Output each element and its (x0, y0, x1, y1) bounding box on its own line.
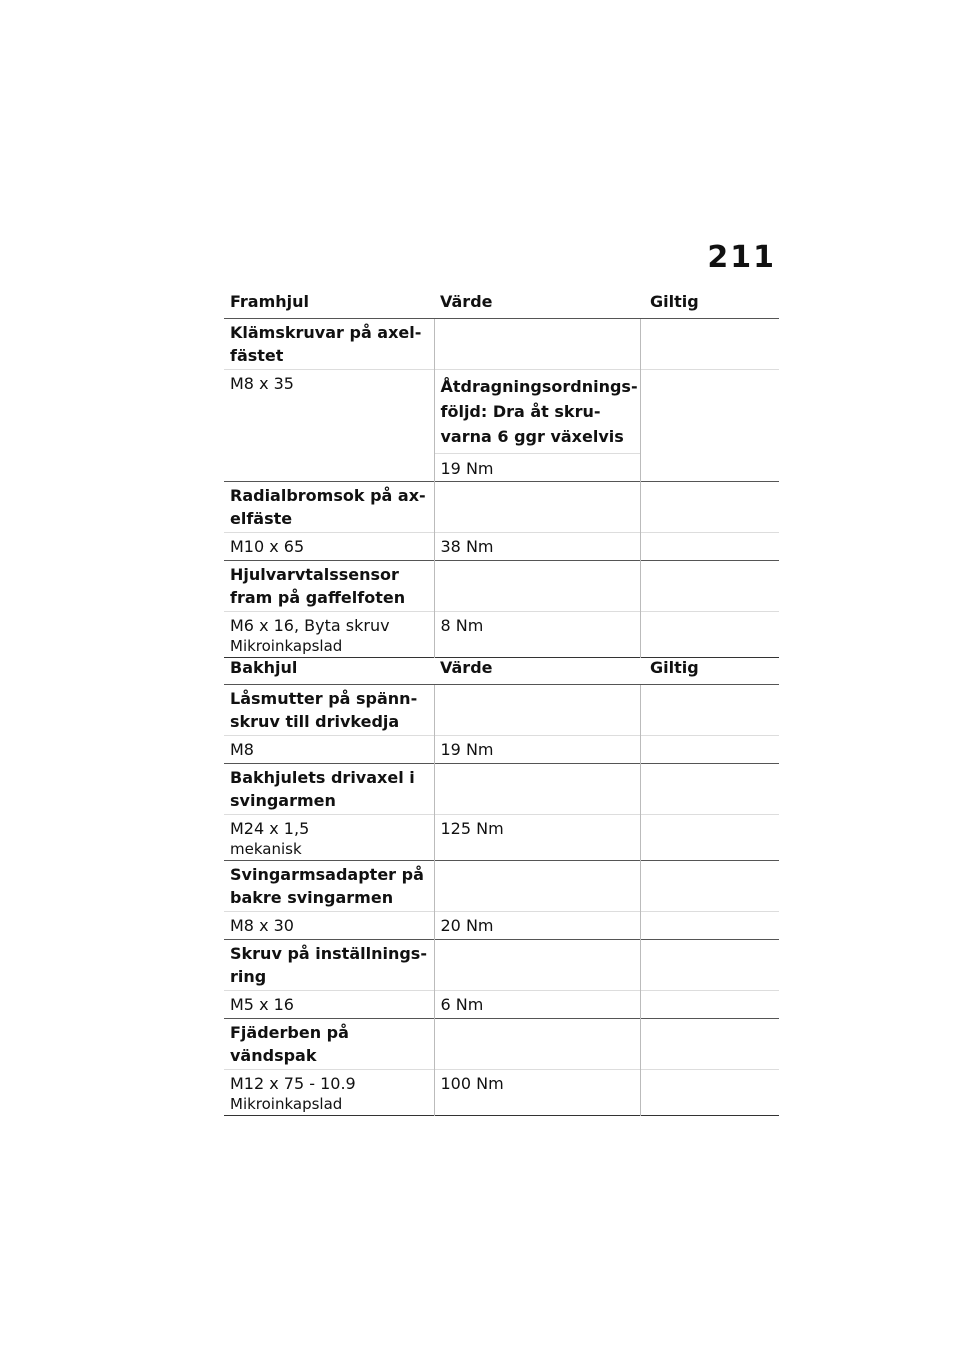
value-cell: 100 Nm (434, 1070, 640, 1116)
spec-note: mekanisk (230, 840, 302, 858)
group-title: Svingarmsadapter på bakre svingarmen (224, 861, 434, 912)
group-title: Fjäderben på vändspak (224, 1019, 434, 1070)
spec-row (224, 815, 779, 861)
group-title: Hjulvarvtalssensor fram på gaffelfoten (224, 561, 434, 612)
value-cell: 8 Nm (434, 612, 640, 658)
spec-text: M12 x 75 - 10.9 (230, 1074, 356, 1093)
spec-note: Mikroinkapslad (230, 1095, 343, 1113)
spec-note: Mikroinkapslad (230, 637, 343, 655)
group-title: Skruv på inställnings- ring (224, 940, 434, 991)
group-row (224, 561, 779, 612)
value-text: 19 Nm (435, 453, 640, 481)
column-header-component: Bakhjul (224, 650, 434, 685)
value-cell (434, 370, 640, 482)
column-header-valid: Giltig (640, 284, 779, 319)
group-title: Låsmutter på spänn- skruv till drivkedja (230, 689, 418, 731)
spec-cell (224, 736, 434, 764)
spec-row (224, 736, 779, 764)
column-header-value: Värde (434, 284, 640, 319)
group-row (224, 685, 779, 736)
rear-wheel-table (224, 650, 779, 1116)
spec-cell (224, 991, 434, 1019)
value-cell: 125 Nm (434, 815, 640, 861)
spec-row (224, 1070, 779, 1116)
group-row (224, 1019, 779, 1070)
spec-row (224, 991, 779, 1019)
value-cell: 19 Nm (434, 736, 640, 764)
group-row (224, 319, 779, 370)
column-header-value: Värde (434, 650, 640, 685)
group-title: Klämskruvar på axel- fästet (230, 323, 422, 365)
spec-row (224, 370, 779, 482)
group-row (224, 940, 779, 991)
value-cell: 38 Nm (434, 533, 640, 561)
spec-text: M8 x 30 (230, 916, 294, 935)
spec-cell: M8 x 35 (224, 370, 434, 482)
table-header-row (224, 284, 779, 319)
spec-cell (224, 815, 434, 861)
spec-cell: M10 x 65 (224, 533, 434, 561)
front-wheel-table (224, 284, 779, 658)
spec-text: M5 x 16 (230, 995, 294, 1014)
spec-cell (224, 1070, 434, 1116)
tightening-note: Åtdragningsordnings- följd: Dra åt skru- varna 6 ggr växelvis (440, 377, 638, 446)
group-row (224, 482, 779, 533)
group-title: Radialbromsok på ax- elfäste (224, 482, 434, 533)
group-row (224, 861, 779, 912)
page-number: 211 (707, 240, 776, 275)
spec-text: M8 (230, 740, 254, 759)
spec-text: M6 x 16, Byta skruv (230, 616, 390, 635)
spec-row (224, 912, 779, 940)
group-row (224, 764, 779, 815)
value-cell: 20 Nm (434, 912, 640, 940)
column-header-component: Framhjul (224, 284, 434, 319)
group-title: Bakhjulets drivaxel i svingarmen (224, 764, 434, 815)
spec-cell (224, 912, 434, 940)
table-header-row (224, 650, 779, 685)
spec-text: M24 x 1,5 (230, 819, 310, 838)
spec-row (224, 533, 779, 561)
value-cell: 6 Nm (434, 991, 640, 1019)
column-header-valid: Giltig (640, 650, 779, 685)
